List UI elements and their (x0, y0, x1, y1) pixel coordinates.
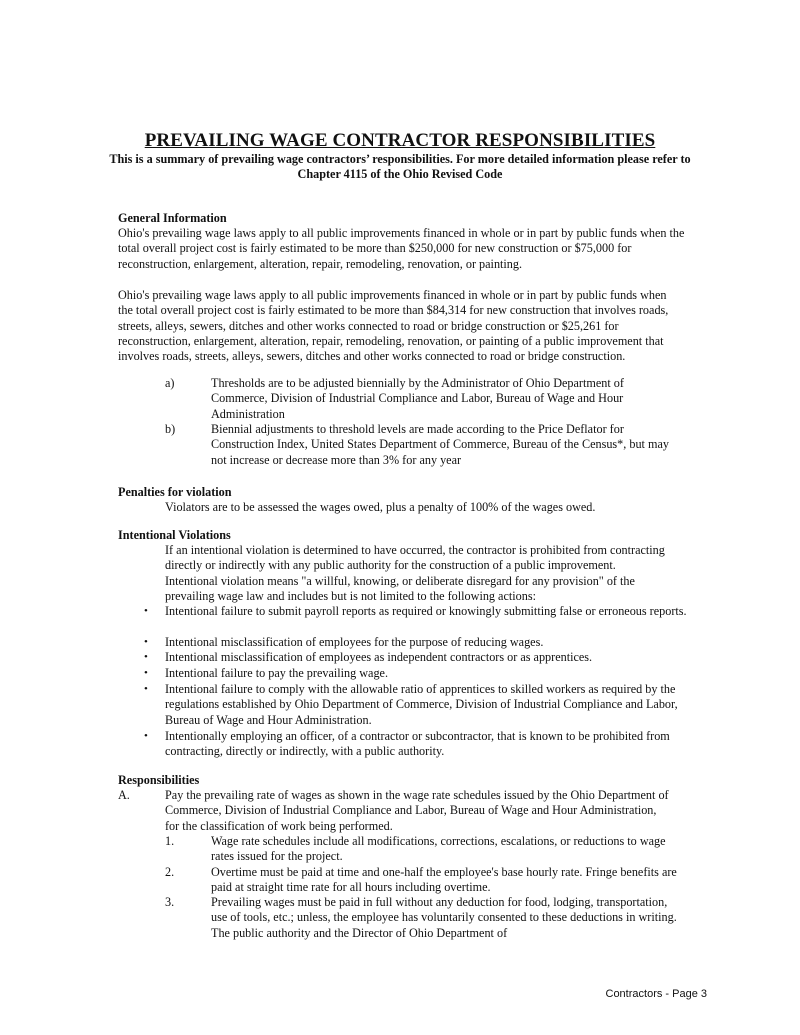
general-paragraph-1: Ohio's prevailing wage laws apply to all public improvements financed in whole or in part by public funds when the total overall project cost is fairly estimated to be more than $250,000 for new construction or $75,000 for reconstruction, enlargement, alteration, repair, remodeling, renovation, or painting. (118, 226, 685, 271)
responsibility-item-text: Wage rate schedules include all modifications, corrections, escalations, or reductions to wage rates issued for the project. (211, 834, 666, 864)
penalties-heading: Penalties for violation (118, 485, 232, 499)
bullet-item: Intentionally employing an officer, of a contractor or subcontractor, that is known to be prohibited from contracting, directly or indirectly, with a public authority. (165, 729, 670, 759)
penalties-text: Violators are to be assessed the wages owed, plus a penalty of 100% of the wages owed. (165, 500, 596, 514)
page-subtitle: This is a summary of prevailing wage contractors’ responsibilities. For more detailed information please refer to Chapter 4115 of the Ohio Revised Code (109, 152, 691, 182)
general-information-heading: General Information (118, 211, 227, 225)
responsibility-item-label: 2. (165, 865, 175, 879)
bullet-item: Intentional misclassification of employees as independent contractors or as apprentices. (165, 650, 593, 664)
intentional-violations-intro: If an intentional violation is determined to have occurred, the contractor is prohibited from contracting directly or indirectly with any public authority for the construction of a public improvement. Intentional violation means "a willful, knowing, or deliberate disregard for any provision" of the prevailing wage law and includes but is not limited to the following actions: (165, 543, 665, 603)
general-paragraph-2: Ohio's prevailing wage laws apply to all public improvements financed in whole or in part by public funds when the total overall project cost is fairly estimated to be more than $84,314 for new construction that involves roads, streets, alleys, sewers, ditches and other works connected to road or bridge construction or $25,261 for reconstruction, enlargement, alteration, repair, remodeling, renovation, or painting of a public improvement that involves roads, streets, alleys, sewers, ditches and other works connected to road or bridge construction. (118, 288, 669, 364)
responsibility-item-text: Prevailing wages must be paid in full without any deduction for food, lodging, transportation, use of tools, etc.; unless, the employee has voluntarily consented to these deductions in writing. The public authority and the Director of Ohio Department of (211, 895, 677, 940)
bullet-icon: • (144, 605, 148, 617)
item-a-text: Thresholds are to be adjusted biennially by the Administrator of Ohio Department of Commerce, Division of Industrial Compliance and Labor, Bureau of Wage and Hour Administration (211, 376, 624, 421)
bullet-icon: • (144, 636, 148, 648)
responsibility-a-label: A. (118, 788, 130, 802)
bullet-icon: • (144, 683, 148, 695)
bullet-item: Intentional failure to submit payroll reports as required or knowingly submitting false or erroneous reports. (165, 604, 687, 618)
bullet-item: Intentional misclassification of employees for the purpose of reducing wages. (165, 635, 544, 649)
item-b-label: b) (165, 422, 176, 436)
responsibility-item-label: 3. (165, 895, 175, 909)
bullet-icon: • (144, 667, 148, 679)
responsibility-item-text: Overtime must be paid at time and one-half the employee's base hourly rate. Fringe benefits are paid at straight time rate for all hours including overtime. (211, 865, 677, 895)
responsibility-item-label: 1. (165, 834, 175, 848)
responsibilities-heading: Responsibilities (118, 773, 200, 787)
bullet-item: Intentional failure to pay the prevailing wage. (165, 666, 389, 680)
bullet-icon: • (144, 730, 148, 742)
bullet-icon: • (144, 651, 148, 663)
page-footer: Contractors - Page 3 (605, 988, 707, 1000)
bullet-item: Intentional failure to comply with the allowable ratio of apprentices to skilled workers as required by the regulations established by Ohio Department of Commerce, Division of Industrial Compliance and Labor, Bureau of Wage and Hour Administration. (165, 682, 678, 727)
responsibility-a-text: Pay the prevailing rate of wages as shown in the wage rate schedules issued by the Ohio Department of Commerce, Division of Industrial Compliance and Labor, Bureau of Wage and Hour Administration, for the classification of work being performed. (165, 788, 669, 833)
page-title: PREVAILING WAGE CONTRACTOR RESPONSIBILITIES (144, 130, 656, 151)
intentional-violations-heading: Intentional Violations (118, 528, 231, 542)
item-b-text: Biennial adjustments to threshold levels are made according to the Price Deflator for Construction Index, United States Department of Commerce, Bureau of the Census*, but may not increase or decrease more than 3% for any year (211, 422, 669, 467)
item-a-label: a) (165, 376, 175, 390)
